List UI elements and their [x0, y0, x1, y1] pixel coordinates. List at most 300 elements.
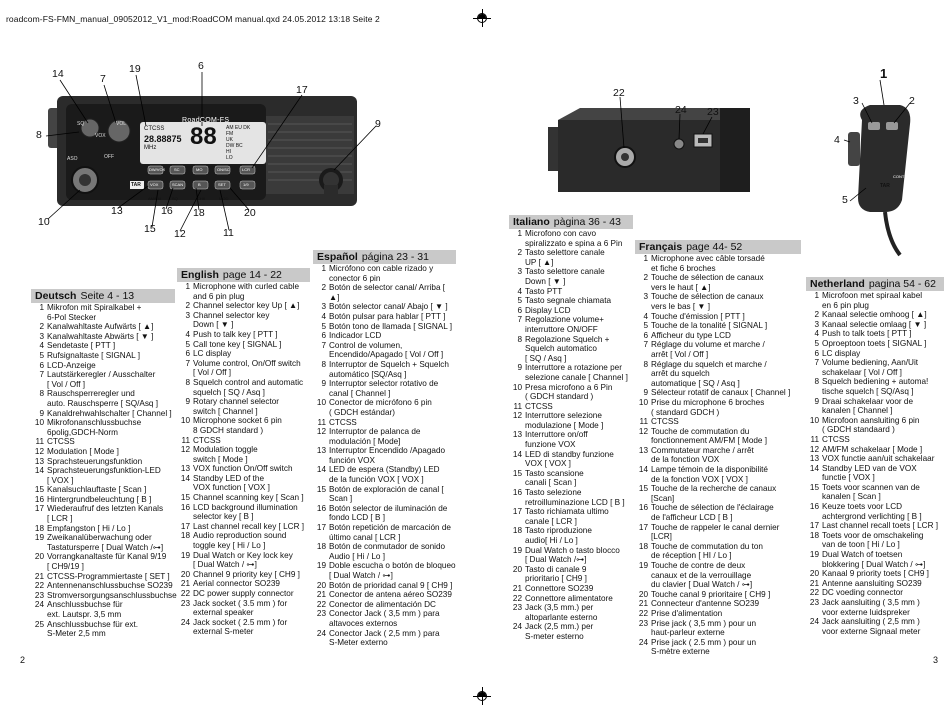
item-number: 21 [316, 590, 326, 600]
list-item [31, 591, 175, 601]
item-text: Touche de rappeler le canal dernier [LCR] [651, 522, 780, 542]
item-text: Touche canal 9 prioritaire [ CH9 ] [651, 589, 771, 599]
item-text: Interruptor Encendido /Apagado función VOX [329, 446, 446, 465]
item-text: Control de volumen, Encendido/Apagado [ Vol / Off ] [329, 340, 444, 360]
list-item [635, 484, 801, 503]
key-label: SCAN [172, 182, 184, 187]
item-text: Jack socket ( 3.5 mm ) for external speaker [193, 598, 288, 618]
item-text: Kanalsuchlauftaste [ Scan ] [47, 485, 147, 495]
item-text: Interruptor de Squelch + Squelch automático [SQ/Asq ] [329, 359, 449, 379]
item-number: 9 [814, 396, 819, 406]
item-text: Mikrofonanschlussbuchse 6polig,GDCH-Norm [47, 418, 142, 437]
list-item [806, 291, 944, 310]
item-number: 22 [34, 581, 44, 591]
item-text: Standby LED of the VOX function [ VOX ] [193, 473, 270, 493]
list-item [177, 599, 310, 618]
list-item [177, 579, 310, 589]
item-text: LCD-Anzeige [47, 360, 96, 370]
item-text: Mikrofon mit Spiralkabel + 6-Pol Stecker [47, 303, 142, 322]
list-item [313, 590, 456, 600]
list-item [509, 546, 633, 565]
list-item [509, 450, 633, 469]
item-number: 3 [185, 310, 190, 320]
list-item [635, 619, 801, 638]
list-item [806, 329, 944, 339]
list-item [31, 341, 175, 351]
item-number: 10 [512, 382, 522, 392]
knob-label-sq: SQ [77, 121, 85, 127]
item-number: 23 [809, 598, 819, 607]
list-item [635, 388, 801, 398]
item-number: 10 [638, 397, 648, 407]
item-text: Standby LED van de VOX functie [ VOX ] [822, 463, 917, 483]
callout-number: 7 [100, 73, 106, 85]
item-text: Dual Watch o tasto blocco [ Dual Watch /⊶] [525, 545, 620, 565]
item-text: Jack aansluiting ( 3,5 mm ) voor externe luidspreker [822, 598, 920, 617]
item-text: Display LCD [525, 305, 571, 315]
list-item [177, 474, 310, 493]
item-text: Stromversorgungsanschlussbuchse [47, 590, 177, 600]
list-item [635, 638, 801, 657]
item-text: Prise d'alimentation [651, 608, 723, 618]
list-item [177, 330, 310, 340]
item-number: 7 [517, 315, 522, 325]
item-number: 5 [517, 296, 522, 306]
item-text: Zweikanalüberwachung oder Tastatursperre [ Dual Watch /⊶] [47, 533, 164, 552]
item-text: Tasto selettore canale UP [ ▲] [525, 248, 605, 267]
item-number: 11 [513, 401, 522, 411]
list-item [31, 620, 175, 639]
item-number: 7 [39, 370, 44, 380]
language-name: English [181, 269, 219, 281]
item-text: AM/FM schakelaar [ Mode ] [822, 444, 923, 454]
list-item [313, 609, 456, 628]
item-text: Tasto di canale 9 prioritario [ CH9 ] [525, 564, 587, 584]
item-number: 9 [517, 363, 522, 373]
item-number: 14 [809, 463, 819, 473]
list-item [806, 397, 944, 416]
list-item [806, 531, 944, 550]
column-heading [177, 268, 310, 282]
item-number: 12 [809, 444, 819, 454]
item-number: 12 [512, 411, 522, 421]
item-number: 6 [185, 349, 190, 359]
item-number: 24 [34, 600, 44, 610]
item-number: 1 [517, 229, 522, 238]
callout-number: 14 [52, 68, 64, 80]
list-item [31, 572, 175, 582]
list-item [509, 526, 633, 545]
list-item [313, 465, 456, 484]
item-text: CTCSS [525, 401, 553, 411]
item-text: Conector de antena aéreo SO239 [329, 590, 452, 600]
item-number: 11 [181, 435, 190, 445]
item-number: 24 [512, 622, 522, 632]
callout-number: 17 [296, 84, 308, 96]
key-label: VOX [150, 182, 159, 187]
list-item [31, 389, 175, 408]
item-number: 18 [512, 526, 522, 536]
list-item [177, 397, 310, 416]
list-item [806, 569, 944, 579]
item-number: 20 [180, 569, 190, 579]
item-text: VOX functie aan/uit schakelaar [822, 454, 935, 464]
item-number: 14 [34, 466, 44, 476]
column-heading [806, 277, 944, 291]
list-item [806, 588, 944, 598]
page-range: Seite 4 - 13 [80, 290, 135, 302]
item-text: Botón pulsar para hablar [ PTT ] [329, 311, 446, 321]
item-number: 15 [512, 468, 522, 478]
item-number: 19 [180, 550, 190, 560]
list-item [177, 282, 310, 301]
item-text: Jack socket ( 2.5 mm ) for external S-meter [193, 617, 288, 637]
item-number: 16 [34, 494, 44, 504]
column-heading [31, 289, 175, 303]
item-text: Tasto selezione retroilluminazione LCD [ B ] [525, 488, 625, 507]
list-item [635, 599, 801, 609]
display-brand: RoadCOM-FS [182, 117, 230, 124]
item-text: Interruptor de palanca de modulación [ Mode] [329, 427, 421, 446]
item-text: Botón de prioridad canal 9 [ CH9 ] [329, 580, 453, 590]
list-item [509, 584, 633, 594]
list-item [806, 310, 944, 320]
item-text: Kanaal 9 priority toets [ CH9 ] [822, 569, 929, 579]
item-text: Last channel recall toets [ LCR ] [822, 521, 939, 531]
item-number: 20 [809, 569, 819, 579]
item-number: 2 [321, 283, 326, 293]
list-item [177, 551, 310, 570]
item-text: Botón de conmutador de sonido Audio [ Hi / Lo ] [329, 542, 446, 561]
item-text: Connecteur d'antenne SO239 [651, 599, 760, 609]
list-item [509, 622, 633, 641]
list-item [31, 600, 175, 619]
knob-label-aso: ASO [67, 156, 78, 162]
item-text: CTCSS [47, 437, 75, 447]
list-item [509, 267, 633, 286]
language-name: Español [317, 251, 358, 263]
item-number: 6 [39, 360, 44, 370]
list-item [177, 311, 310, 330]
item-number: 16 [638, 503, 648, 513]
list-item [31, 370, 175, 389]
callout-number: 8 [36, 129, 42, 141]
item-number: 19 [34, 533, 44, 543]
item-text: Connettore SO239 [525, 583, 594, 593]
item-number: 14 [316, 465, 326, 475]
item-text: Microfoon met spiraal kabel en 6 pin plug [822, 291, 923, 310]
item-text: Tasto richiamata ultimo canale [ LCR ] [525, 507, 609, 526]
item-text: Channel scanning key [ Scan ] [193, 493, 304, 503]
item-number: 7 [321, 340, 326, 350]
column-english [177, 268, 310, 637]
list-item [31, 409, 175, 419]
callout-number: 11 [223, 227, 234, 239]
list-item [313, 398, 456, 417]
item-number: 16 [316, 503, 326, 513]
item-text: Regolazione volume+ interruttore ON/OFF [525, 315, 604, 334]
knob-label-vox: VOX [95, 133, 106, 139]
key-label: AM/FM [148, 196, 161, 201]
item-number: 11 [317, 417, 326, 427]
item-number: 22 [180, 589, 190, 598]
list-item [635, 465, 801, 484]
list-item [31, 524, 175, 534]
list-item [31, 466, 175, 485]
item-text: Conector Jack ( 3,5 mm ) para altavoces externos [329, 609, 440, 628]
item-text: Channel selector key Up [ ▲] [193, 301, 300, 311]
list-item [313, 418, 456, 428]
item-text: Interruttore on/off funzione VOX [525, 430, 588, 450]
list-item [806, 502, 944, 521]
item-text: Anschlussbuchse für ext. S-Meter 2,5 mm [47, 619, 139, 639]
key-label: SET [218, 182, 226, 187]
list-item [31, 581, 175, 591]
item-number: 2 [517, 248, 522, 258]
item-number: 22 [809, 588, 819, 598]
item-text: Squelch control and automatic squelch [ SQ / Asq ] [193, 377, 304, 397]
item-number: 11 [639, 417, 648, 427]
item-number: 3 [814, 319, 819, 329]
item-number: 5 [39, 350, 44, 360]
list-item [509, 488, 633, 507]
item-number: 11 [35, 437, 44, 447]
list-item [635, 609, 801, 619]
item-text: Squelch bediening + automa! tische squelch [ SQ/Asq ] [822, 377, 929, 396]
key-label: MO [196, 167, 203, 172]
list-item [31, 361, 175, 371]
key-label: ON/SC [217, 167, 230, 172]
item-number: 9 [321, 379, 326, 389]
item-text: Last channel recall key [ LCR ] [193, 521, 305, 531]
item-text: Conector Jack ( 2,5 mm ) para S-Meter externo [329, 628, 440, 648]
item-text: Tasto riproduzione audio[ Hi / Lo ] [525, 526, 592, 545]
item-number: 20 [638, 589, 648, 599]
item-text: Touche de contre de deux canaux et de la verrouillage du clavier [ Dual Watch / ⊶] [651, 561, 753, 590]
list-item [177, 570, 310, 580]
list-item [635, 292, 801, 311]
item-text: Touche d'émission [ PTT ] [651, 311, 745, 321]
list-item [509, 411, 633, 430]
column-heading [635, 240, 801, 254]
list-item [509, 507, 633, 526]
item-number: 12 [34, 446, 44, 456]
language-name: Deutsch [35, 290, 77, 302]
item-text: Oproeptoon toets [ SIGNAL ] [822, 338, 927, 348]
list-item [806, 483, 944, 502]
knob-label-vol: VOL [116, 121, 127, 127]
item-text: Touche de commutation du ton de réception [ HI / Lo ] [651, 541, 763, 561]
item-number: 18 [809, 530, 819, 540]
key-label: B [198, 182, 201, 187]
display-unit: MHz [144, 145, 157, 151]
list-item [177, 503, 310, 522]
list-item [313, 427, 456, 446]
key-label: CH9 [197, 196, 206, 201]
list-item [509, 565, 633, 584]
item-number: 17 [512, 507, 522, 517]
item-number: 16 [512, 488, 522, 498]
item-number: 3 [321, 302, 326, 312]
item-number: 8 [185, 377, 190, 387]
item-text: Touche de la recherche de canaux [Scan] [651, 484, 777, 503]
list-item [806, 454, 944, 464]
item-text: Doble escucha o botón de bloqueo [ Dual Watch / ⊶] [329, 561, 456, 580]
radio-front-illustration [48, 96, 357, 206]
item-text: Commutateur marche / arrêt de la fonction VOX [651, 445, 754, 465]
item-number: 21 [180, 579, 190, 589]
callout-number: 10 [38, 216, 50, 228]
item-number: 8 [643, 359, 648, 369]
item-number: 13 [180, 464, 190, 474]
item-number: 13 [809, 454, 819, 464]
list-item [177, 464, 310, 474]
item-text: Prise jack ( 3,5 mm ) pour un haut-parleur externe [651, 618, 757, 638]
item-text: Channel 9 priority key [ CH9 ] [193, 569, 300, 579]
item-text: Antennenanschlussbuchse SO239 [47, 581, 173, 591]
item-text: Botón selector canal/ Abajo [ ▼ ] [329, 302, 448, 312]
list-item [177, 493, 310, 503]
item-text: Modulation toggle switch [ Mode ] [193, 445, 258, 464]
item-text: Dual Watch or Key lock key [ Dual Watch / ⊶] [193, 550, 293, 570]
item-number: 12 [638, 426, 648, 436]
list-item [806, 445, 944, 455]
item-text: LC display [822, 348, 861, 358]
item-text: Lautstärkeregler / Ausschalter [ Vol / Off ] [47, 370, 156, 389]
item-number: 8 [814, 377, 819, 387]
callout-number: 4 [834, 134, 840, 146]
item-number: 15 [34, 485, 44, 495]
item-text: Jack (2,5 mm.) per S-meter esterno [525, 622, 594, 641]
list-item [177, 416, 310, 435]
list-item [509, 296, 633, 306]
item-number: 17 [809, 521, 819, 531]
item-text: Afficheur du type LCD [651, 330, 731, 340]
page-range: página 23 - 31 [361, 251, 429, 263]
list-item [177, 531, 310, 550]
radio-back-illustration [548, 97, 750, 192]
callout-number: 19 [129, 63, 141, 75]
item-number: 23 [638, 618, 648, 628]
list-item [31, 351, 175, 361]
list-item [635, 523, 801, 542]
item-text: Tasto selettore canale Down [ ▼ ] [525, 267, 605, 286]
page-range: pàgina 36 - 43 [553, 216, 621, 228]
item-number: 8 [39, 389, 44, 399]
list-item [31, 418, 175, 437]
item-text: Microfono con cavo spiralizzato e spina a 6 Pin [525, 229, 623, 248]
item-text: VOX function On/Off switch [193, 464, 293, 474]
list-item [177, 378, 310, 397]
item-number: 18 [34, 523, 44, 533]
item-number: 22 [512, 593, 522, 603]
item-text: Call tone key [ SIGNAL ] [193, 339, 282, 349]
key-label: 1/9 [243, 182, 249, 187]
item-text: Microfoon aansluiting 6 pin ( GDCH standaard ) [822, 415, 920, 435]
item-text: Kanalwahltaste Abwärts [ ▼ ] [47, 331, 154, 341]
list-item [635, 254, 801, 273]
language-name: Français [639, 241, 683, 253]
item-text: Toets voor scannen van de kanalen [ Scan ] [822, 482, 920, 502]
item-text: Hintergrundbeleuchtung [ B ] [47, 494, 152, 504]
item-text: Micrófono con cable rizado y conector 6 pin [329, 264, 434, 283]
item-text: LC display [193, 349, 232, 359]
item-number: 15 [180, 493, 190, 503]
item-text: Touche de commutation du fonctionnement AM/FM [ Mode ] [651, 426, 768, 446]
item-number: 24 [316, 628, 326, 638]
list-item [313, 561, 456, 580]
item-number: 24 [638, 637, 648, 647]
list-item [177, 436, 310, 446]
item-number: 9 [643, 388, 648, 398]
list-item [313, 264, 456, 283]
language-name: Italiano [513, 216, 550, 228]
list-item [806, 617, 944, 636]
item-text: Empfangston [ Hi / Lo ] [47, 523, 131, 533]
list-item [31, 437, 175, 447]
item-number: 23 [316, 609, 326, 619]
list-item [806, 349, 944, 359]
list-item [509, 603, 633, 622]
list-item [806, 598, 944, 617]
item-text: Channel selector key Down [ ▼ ] [193, 310, 270, 330]
list-item [509, 335, 633, 364]
list-item [509, 363, 633, 382]
item-text: Sendetaste [ PTT ] [47, 341, 116, 351]
item-number: 19 [512, 545, 522, 555]
item-text: Kanaal selectie omhoog [ ▲] [822, 310, 927, 320]
print-header: roadcom-FS-FMN_manual_09052012_V1_mod:RoadCOM manual.qxd 24.05.2012 13:18 Seite 2 [6, 14, 380, 24]
item-text: CTCSS [822, 434, 850, 444]
item-text: Rufsignaltaste [ SIGNAL ] [47, 350, 140, 360]
list-item [313, 341, 456, 360]
column-heading [313, 250, 456, 264]
list-item [806, 550, 944, 569]
list-item [177, 522, 310, 532]
item-number: 4 [814, 329, 819, 339]
item-number: 21 [34, 571, 44, 581]
item-number: 14 [638, 465, 648, 475]
list-item [509, 248, 633, 267]
key-label: SC [174, 167, 180, 172]
list-item [509, 229, 633, 248]
item-number: 13 [512, 430, 522, 440]
item-text: Botón selector de iluminación de fondo LCD [ B ] [329, 503, 448, 523]
list-item [635, 503, 801, 522]
item-number: 4 [643, 311, 648, 321]
list-item [806, 320, 944, 330]
list-item [31, 504, 175, 523]
item-number: 10 [316, 398, 326, 408]
item-number: 19 [316, 561, 326, 571]
item-text: Draai schakelaar voor de kanalen [ Channel ] [822, 396, 914, 416]
item-number: 23 [180, 598, 190, 608]
item-number: 5 [814, 338, 819, 348]
column-deutsch [31, 289, 175, 639]
page-number-left: 2 [20, 655, 26, 665]
list-item [313, 312, 456, 322]
list-item [31, 495, 175, 505]
item-number: 3 [39, 331, 44, 341]
column-netherland [806, 277, 944, 636]
item-number: 15 [316, 484, 326, 494]
list-item [806, 521, 944, 531]
list-item [313, 581, 456, 591]
item-number: 15 [638, 484, 648, 494]
key-label: MOD [219, 196, 229, 201]
list-item [635, 417, 801, 427]
list-item [635, 340, 801, 359]
